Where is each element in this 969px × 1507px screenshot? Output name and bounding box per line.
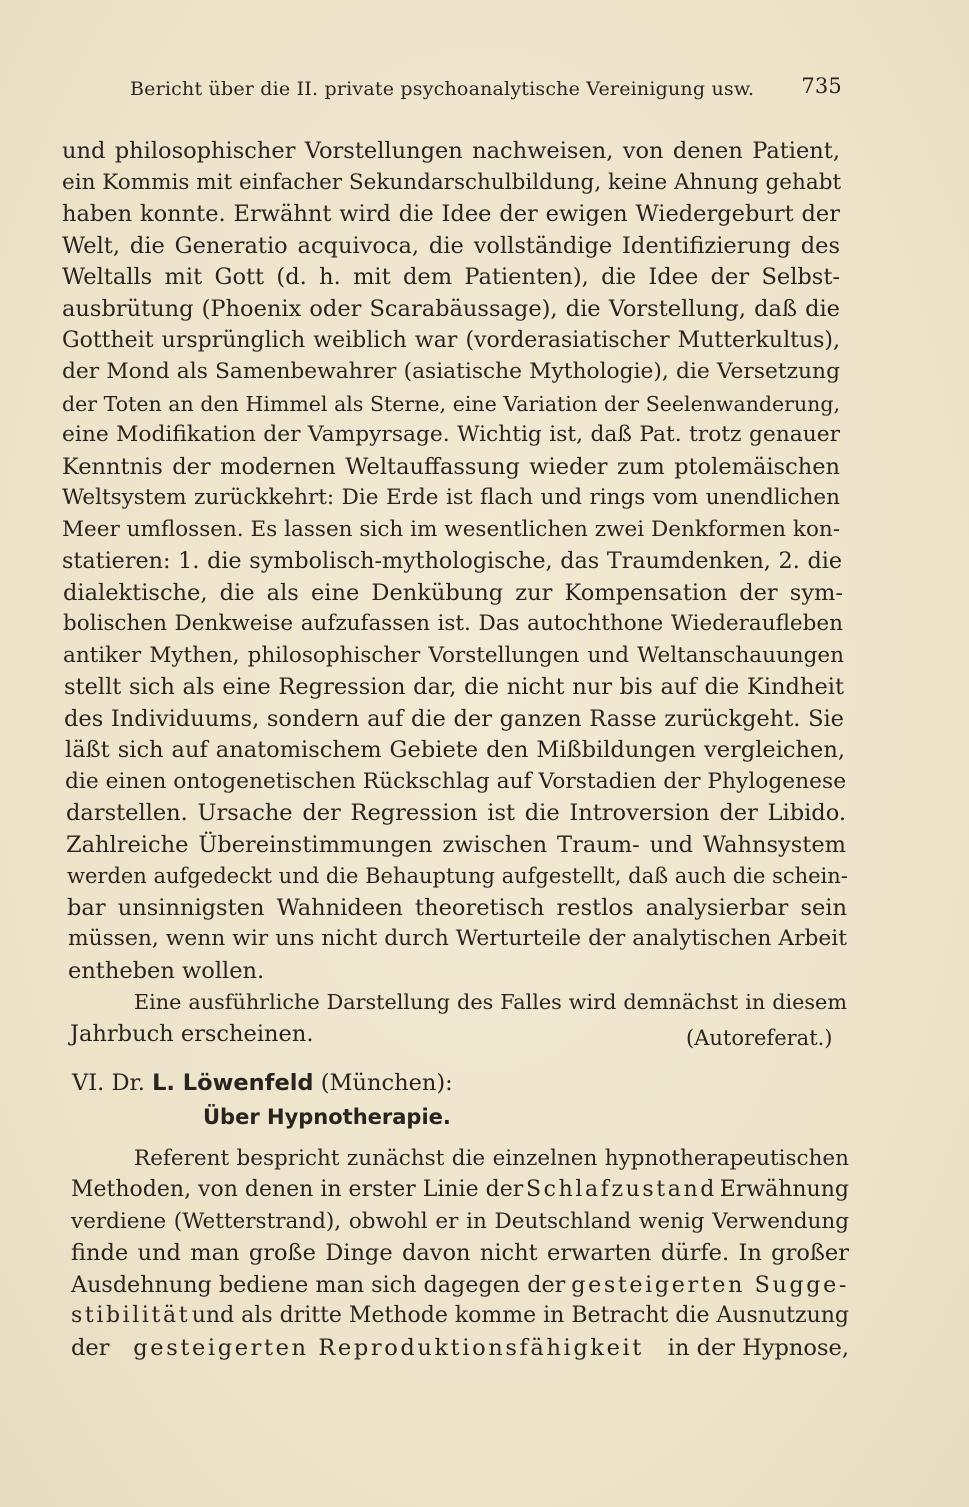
running-head bbox=[130, 74, 842, 104]
running-head-title: Bericht über die II. private psychoanalytische Vereinigung usw. bbox=[130, 78, 755, 100]
text-line bbox=[71, 1302, 849, 1330]
text-fragment: und als dritte Methode komme in Betracht die Ausnutzung bbox=[191, 1303, 849, 1328]
text-fragment: der bbox=[71, 1335, 110, 1361]
section-title: Über Hypnotherapie. bbox=[203, 1105, 451, 1129]
text-line: läßt sich auf anatomischem Gebiete den Mißbildungen vergleichen, bbox=[65, 737, 845, 763]
autoreferat-note: (Autoreferat.) bbox=[686, 1026, 833, 1050]
text-line: haben konnte. Erwähnt wird die Idee der ewigen Wiedergeburt der bbox=[62, 201, 840, 227]
section-number bbox=[72, 1069, 453, 1097]
emphasis-spaced: stibilität bbox=[71, 1303, 191, 1328]
emphasis-spaced: Schlafzustand bbox=[526, 1177, 717, 1202]
text-line: müssen, wenn wir uns nicht durch Werturteile der analytischen Arbeit bbox=[68, 926, 847, 951]
text-line bbox=[71, 1271, 849, 1299]
text-line: Welt, die Generatio acquivoca, die vollständige Identifizierung des bbox=[62, 233, 840, 259]
text-line: Gottheit ursprünglich weiblich war (vorderasiatischer Mutterkultus), bbox=[62, 328, 840, 353]
section-speaker: L. Löwenfeld bbox=[152, 1070, 314, 1096]
text-line: eine Modifikation der Vampyrsage. Wichtig ist, daß Pat. trotz genauer bbox=[62, 422, 840, 447]
text-line: Eine ausführliche Darstellung des Falles wird demnächst in diesem bbox=[134, 990, 847, 1014]
text-line bbox=[71, 1176, 849, 1204]
text-line: dialektische, die als eine Denkübung zur Kompensation der sym- bbox=[63, 580, 843, 606]
text-line: darstellen. Ursache der Regression ist die Introversion der Libido. bbox=[66, 800, 846, 826]
text-line: antiker Mythen, philosophischer Vorstellungen und Weltanschauungen bbox=[63, 643, 844, 668]
text-line: bar unsinnigsten Wahnideen theoretisch restlos analysierbar sein bbox=[67, 895, 847, 921]
text-line: Weltsystem zurückkehrt: Die Erde ist flach und rings vom unendlichen bbox=[62, 485, 840, 510]
text-fragment: Ausdehnung bediene man sich dagegen der bbox=[71, 1272, 566, 1298]
text-line: Jahrbuch erscheinen. bbox=[70, 1021, 314, 1047]
text-line: der Mond als Samenbewahrer (asiatische Mythologie), die Versetzung bbox=[62, 359, 840, 384]
text-line: des Individuums, sondern auf die der ganzen Rasse zurückgeht. Sie bbox=[64, 706, 844, 732]
text-line: Zahlreiche Übereinstimmungen zwischen Traum- und Wahnsystem bbox=[66, 832, 846, 858]
text-line: stellt sich als eine Regression dar, die nicht nur bis auf die Kindheit bbox=[64, 674, 844, 700]
text-line bbox=[71, 1334, 849, 1362]
text-line: und philosophischer Vorstellungen nachweisen, von denen Patient, bbox=[62, 138, 840, 164]
text-line: entheben wollen. bbox=[68, 958, 265, 984]
text-line: verdiene (Wetterstrand), obwohl er in Deutschland wenig Verwendung bbox=[71, 1209, 849, 1234]
text-line: finde und man große Dinge davon nicht erwarten dürfe. In großer bbox=[71, 1240, 849, 1266]
text-line: der Toten an den Himmel als Sterne, eine Variation der Seelenwanderung, bbox=[62, 392, 840, 416]
text-line: statieren: 1. die symbolisch-mythologische, das Traumdenken, 2. die bbox=[62, 548, 842, 574]
section-prefix: VI. Dr. bbox=[72, 1070, 145, 1096]
emphasis-spaced: gesteigerten Reproduktionsfähigkeit bbox=[133, 1335, 644, 1361]
text-line: die einen ontogenetischen Rückschlag auf Vorstadien der Phylogenese bbox=[65, 769, 847, 794]
page-number: 735 bbox=[801, 74, 842, 98]
text-line: ausbrütung (Phoenix oder Scarabäussage), die Vorstellung, daß die bbox=[62, 296, 840, 322]
text-line: Weltalls mit Gott (d. h. mit dem Patienten), die Idee der Selbst- bbox=[62, 264, 840, 290]
section-place: (München): bbox=[320, 1070, 453, 1096]
text-fragment: Erwähnung bbox=[719, 1177, 849, 1202]
text-fragment: in der Hypnose, bbox=[667, 1335, 849, 1361]
text-line: ein Kommis mit einfacher Sekundarschulbildung, keine Ahnung gehabt bbox=[62, 170, 842, 195]
text-line: Referent bespricht zunächst die einzelnen hypnotherapeutischen bbox=[134, 1146, 849, 1171]
text-fragment: Methoden, von denen in erster Linie der bbox=[71, 1177, 524, 1202]
text-line: Kenntnis der modernen Weltauffassung wieder zum ptolemäischen bbox=[62, 454, 840, 480]
emphasis-spaced: gesteigerten Sugge- bbox=[571, 1272, 849, 1298]
text-line: werden aufgedeckt und die Behauptung aufgestellt, daß auch die schein- bbox=[67, 864, 848, 888]
text-line: Meer umflossen. Es lassen sich im wesentlichen zwei Denkformen kon- bbox=[62, 517, 840, 542]
text-line: bolischen Denkweise aufzufassen ist. Das autochthone Wiederaufleben bbox=[63, 611, 843, 636]
